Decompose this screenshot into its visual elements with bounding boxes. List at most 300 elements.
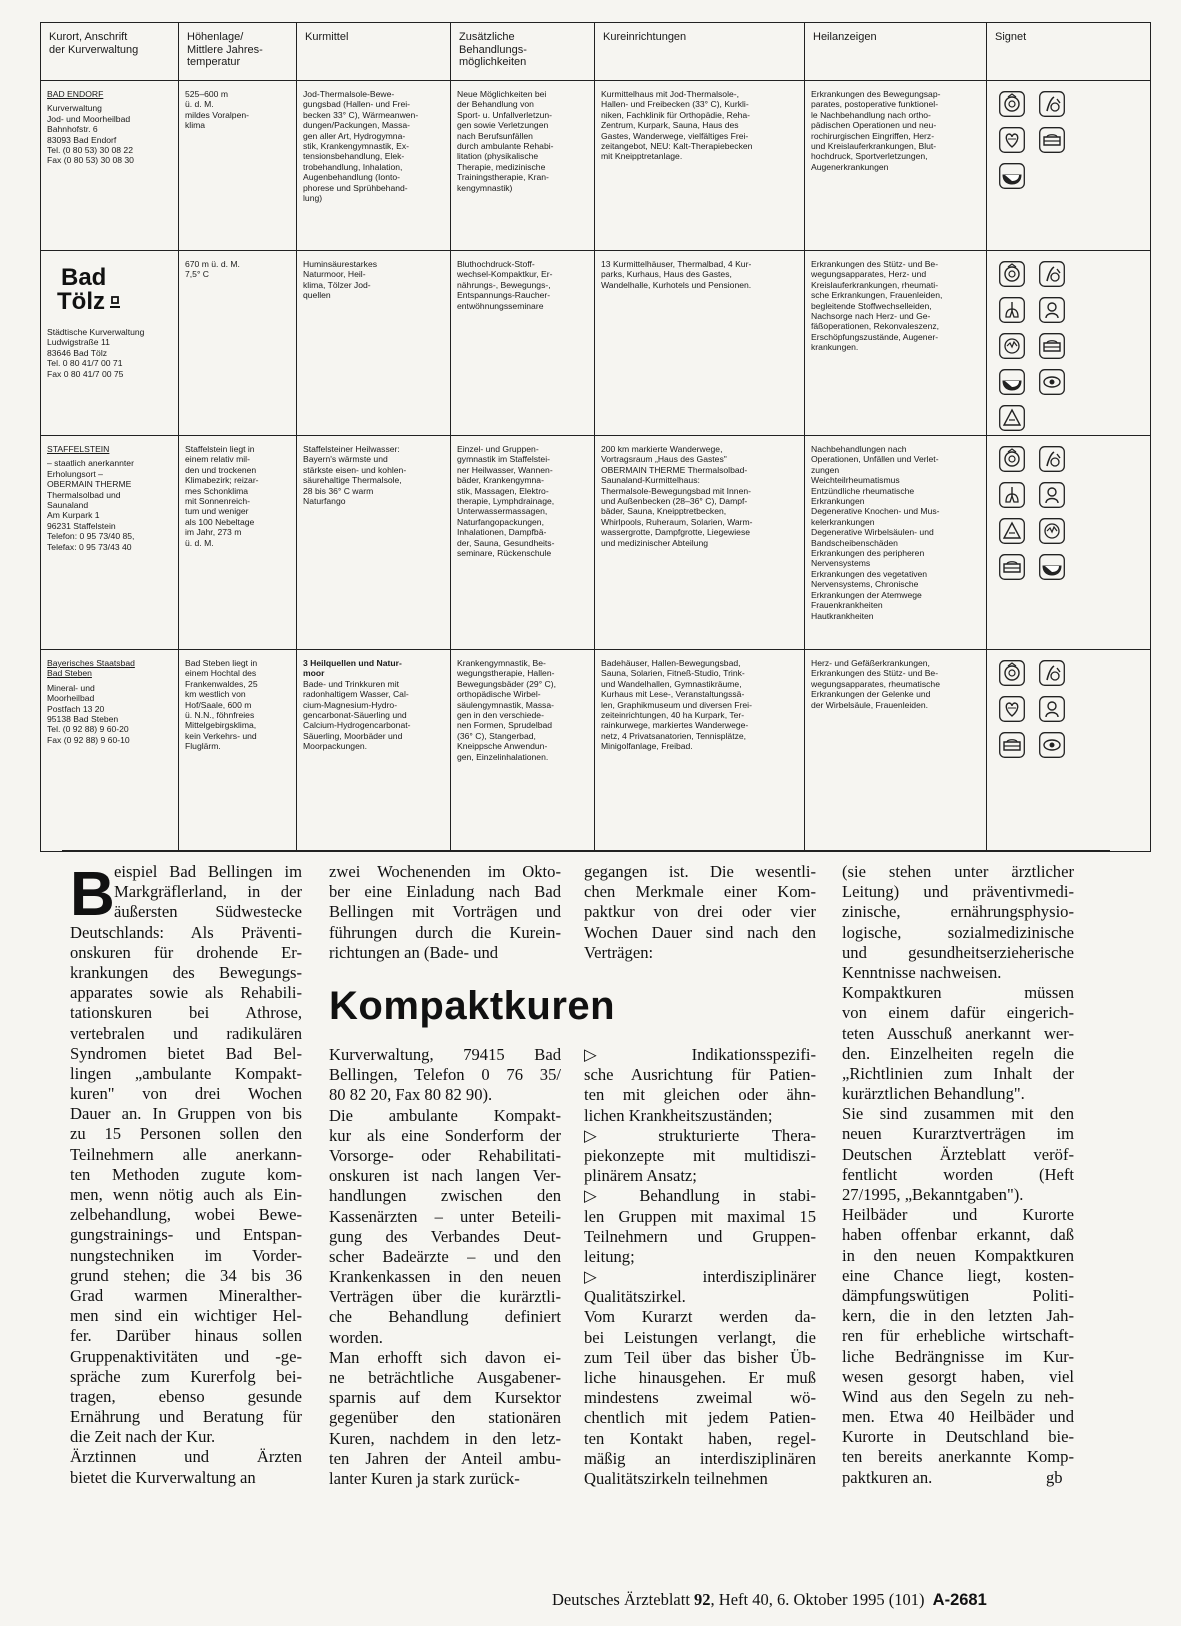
text-line: bietet die Kurverwaltung an bbox=[70, 1467, 256, 1487]
frauen-icon bbox=[1039, 482, 1067, 508]
cell-text-line: Weichteilrheumatismus bbox=[811, 475, 900, 486]
text-line: onskuren für drohende Er- bbox=[70, 942, 302, 962]
text-line: Bellingen, Telefon 0 76 35/ bbox=[329, 1065, 561, 1085]
text-line: chen Merkmale einer Kom- bbox=[584, 882, 816, 902]
cell-text-line: Frauenkrankheiten bbox=[811, 600, 883, 611]
text-line: che Behandlung definiert bbox=[329, 1307, 561, 1327]
haut-icon bbox=[999, 518, 1027, 544]
herz-icon bbox=[999, 696, 1027, 722]
cell-text-line: der Behandlung von bbox=[457, 99, 534, 110]
text-line: zu 15 Personen sollen den bbox=[70, 1124, 302, 1144]
cell-text-line: kengymnastik) bbox=[457, 182, 513, 193]
kreislauf-icon bbox=[1039, 127, 1067, 153]
journal-volume: 92 bbox=[694, 1590, 711, 1609]
text-line: Deutschlands: Als Präventi- bbox=[70, 922, 302, 942]
cell-text-line: 95138 Bad Steben bbox=[47, 714, 119, 725]
cell-text-line: Krankengymnastik, Be- bbox=[457, 658, 546, 668]
cell-text-line: Vortragsraum „Haus des Gastes" bbox=[601, 454, 727, 465]
cell-einrichtungen bbox=[595, 81, 805, 251]
text-line: ten mit gleichen oder ähn- bbox=[584, 1085, 816, 1105]
cell-heilanzeigen bbox=[805, 436, 987, 650]
text-line: kurärztlichen Behandlung". bbox=[842, 1084, 1025, 1104]
cell-text-line: Jod- und Moorheilbad bbox=[47, 113, 131, 124]
cell-text-line: Frankenwaldes, 25 bbox=[185, 678, 258, 689]
text-line: Ernährung und Beratung für bbox=[70, 1407, 302, 1427]
text-line: Gruppenaktivitäten und -ge- bbox=[70, 1346, 302, 1366]
text-line: 80 82 20, Fax 80 82 90). bbox=[329, 1085, 493, 1105]
text-line: Bellingen mit Vorträgen und bbox=[329, 902, 561, 922]
text-line: gegangen ist. Die wesentli- bbox=[584, 862, 816, 881]
header-line: temperatur bbox=[187, 56, 241, 68]
cell-text-line: und Kreislauferkrankungen, Blut- bbox=[811, 141, 937, 152]
cell-text-line: mit Sonnenreich- bbox=[185, 496, 250, 507]
text-line: men, wenn nötig auch als Ein- bbox=[70, 1185, 302, 1204]
cell-text-line: der Wirbelsäule, Frauenleiden. bbox=[811, 699, 929, 710]
cell-text-line: Erkrankungen des vegetativen bbox=[811, 568, 928, 579]
logo-word-2: Tölz bbox=[57, 288, 105, 315]
frauen-icon bbox=[1039, 297, 1067, 323]
cell-text-line: gen in den verschiede- bbox=[457, 710, 544, 721]
cell-text-line: wegungsapparates, Herz- und bbox=[811, 269, 927, 280]
bewegung-icon bbox=[1039, 660, 1067, 686]
cell-zusaetzlich bbox=[451, 251, 595, 436]
cell-text-line: stärkste eisen- und kohlen- bbox=[303, 464, 407, 475]
text-line: leitung; bbox=[584, 1246, 635, 1266]
auge-icon bbox=[999, 163, 1027, 189]
cell-text-line: Fax (0 80 53) 30 08 30 bbox=[47, 155, 134, 166]
cell-text-line: zeitangebot, NEU: Kalt-Therapiebecken bbox=[601, 141, 753, 152]
cell-text-line: stik, Massagen, Elektro- bbox=[457, 485, 549, 496]
text-line: ▷ interdisziplinärer bbox=[584, 1267, 816, 1287]
kurmittel-heading bbox=[303, 658, 444, 679]
cell-text-line: Staffelsteiner Heilwasser: bbox=[303, 444, 400, 454]
cell-text-line: mit Kneipptretanlage. bbox=[601, 151, 683, 162]
address-block bbox=[47, 683, 172, 745]
cell-text-line: ü. d. M. bbox=[185, 99, 214, 110]
cell-text-line: krankungen. bbox=[811, 342, 859, 353]
text-line: gegenüber den stationären bbox=[329, 1408, 561, 1428]
cell-text-line: becken 33° C), Wärmeanwen- bbox=[303, 109, 419, 120]
text-line: paktkuren an. bbox=[842, 1467, 933, 1487]
cell-text-line: Saunaland bbox=[47, 500, 89, 511]
text-line: mindestens zweimal wö- bbox=[584, 1388, 816, 1408]
text-line: tragen, ebenso gesunde bbox=[70, 1386, 302, 1406]
text-line: kuren" von drei Wochen bbox=[70, 1084, 302, 1104]
cell-text-line: trobehandlung, Inhalation, bbox=[303, 161, 403, 172]
cell-text-line: säurehaltige Thermalsole, bbox=[303, 475, 402, 486]
text-line: Sie sind zusammen mit den bbox=[842, 1104, 1074, 1124]
text-line: ▷ Behandlung in stabi- bbox=[584, 1186, 816, 1206]
cell-text-line: Erkrankungen des Stütz- und Be- bbox=[811, 259, 939, 269]
text-line: Krankenkassen in den neuen bbox=[329, 1267, 561, 1287]
cell-text-line: niken, Fachklinik für Orthopädie, Reha- bbox=[601, 109, 751, 120]
cell-einrichtungen bbox=[595, 436, 805, 650]
cell-text-line: Klimabezirk; reizar- bbox=[185, 475, 259, 486]
cell-text-line: Telefax: 0 95 73/43 40 bbox=[47, 541, 132, 552]
cell-text-line: tum und weniger bbox=[185, 506, 249, 517]
cell-hoehe bbox=[179, 81, 297, 251]
rheuma-icon bbox=[999, 660, 1027, 686]
cell-kurort bbox=[41, 81, 179, 251]
cell-text-line: km westlich von bbox=[185, 689, 246, 700]
cell-text-line: im Jahr, 273 m bbox=[185, 527, 242, 538]
drop-cap: B bbox=[70, 860, 115, 929]
cell-text-line: einem Hochtal des bbox=[185, 668, 257, 679]
cell-text-line: Telefon: 0 95 73/40 85, bbox=[47, 531, 135, 542]
cell-text-line: Mineral- und bbox=[47, 682, 95, 693]
text-line: ber eine Einladung nach Bad bbox=[329, 882, 561, 902]
text-line: Verträgen: bbox=[584, 942, 654, 962]
header-line: Signet bbox=[995, 31, 1027, 43]
text-line: die Zeit nach der Kur. bbox=[70, 1427, 216, 1447]
cell-text-line: und Wandelhallen, Gymnastikräume, bbox=[601, 678, 742, 689]
cell-text-line: kelerkrankungen bbox=[811, 516, 875, 527]
cell-text-line: 28 bis 36° C warm bbox=[303, 485, 374, 496]
cell-text-line: Nervensystems, Chronische bbox=[811, 579, 919, 590]
text-line: sparnis auf dem Kursektor bbox=[329, 1388, 561, 1408]
text-line: teten Ausschuß anerkannt wer- bbox=[842, 1023, 1074, 1043]
cell-heilanzeigen bbox=[805, 251, 987, 436]
cell-text-line: parks, Kurhaus, Haus des Gastes, bbox=[601, 269, 732, 280]
cell-text-line: Jod-Thermalsole-Bewe- bbox=[303, 89, 395, 99]
cell-text-line: Degenerative Knochen- und Mus- bbox=[811, 506, 940, 517]
cell-text-line: Bluthochdruck-Stoff- bbox=[457, 259, 535, 269]
cell-text-line: Wandelhalle, Kurhotels und Pensionen. bbox=[601, 279, 752, 290]
cell-text-line: Erkrankungen des Stütz- und Be- bbox=[811, 668, 939, 679]
cell-text-line: Sauna, Solarien, Fitneß-Studio, Trink- bbox=[601, 668, 745, 679]
text-line: äußersten Südwestecke bbox=[114, 902, 302, 922]
cell-text-line: Ludwigstraße 11 bbox=[47, 337, 110, 348]
cell-text-line: gen, Einzelinhalationen. bbox=[457, 751, 549, 762]
text-line: Leitung) und präventivmedi- bbox=[842, 882, 1074, 902]
cell-text-line: Säuerling, Moorbäder und bbox=[303, 730, 403, 741]
cell-text-line: zungen bbox=[811, 464, 840, 475]
cell-text-line: Operationen, Unfällen und Verlet- bbox=[811, 454, 939, 465]
cell-text-line: Am Kurpark 1 bbox=[47, 510, 100, 521]
text-line: len Gruppen mit maximal 15 bbox=[584, 1206, 816, 1226]
cell-signet bbox=[987, 436, 1151, 650]
cell-text-line: Calcium-Hydrogencarbonat- bbox=[303, 720, 411, 731]
text-line: Kuren, nachdem in den letz- bbox=[329, 1428, 561, 1448]
cell-text-line: entwöhnungsseminare bbox=[457, 300, 544, 311]
rheuma-icon bbox=[999, 261, 1027, 287]
text-line: ren für erhebliche wirtschaft- bbox=[842, 1326, 1074, 1346]
bad-tolz-logo bbox=[57, 263, 121, 315]
cell-text-line: dungen/Packungen, Massa- bbox=[303, 120, 411, 131]
cell-text-line: Augenbehandlung (Ionto- bbox=[303, 172, 400, 183]
haut-icon bbox=[999, 405, 1027, 431]
cell-text-line: wechsel-Kompaktkur, Er- bbox=[457, 269, 553, 280]
cell-text-line: bäder, Krankengymna- bbox=[457, 475, 544, 486]
header-signet bbox=[987, 23, 1151, 81]
cell-text-line: Hallen- und Freibecken (33° C), Kurkli- bbox=[601, 99, 749, 110]
cell-text-line: als 100 Nebeltage bbox=[185, 516, 255, 527]
article-headline: Kompaktkuren bbox=[329, 984, 616, 1028]
cell-text-line: Naturfango bbox=[303, 496, 346, 507]
text-line: lanter Kuren ja stark zurück- bbox=[329, 1468, 520, 1488]
cell-text-line: Mittelgebirgsklima, bbox=[185, 720, 257, 731]
cell-text-line: Entzündliche rheumatische bbox=[811, 485, 915, 496]
text-line: ten bereits anerkannte Komp- bbox=[842, 1447, 1074, 1467]
cell-text-line: Hautkrankheiten bbox=[811, 610, 874, 621]
text-line: Deutschen Ärzteblatt veröf- bbox=[842, 1144, 1074, 1164]
cell-text-line: OBERMAIN THERME Thermalsolbad- bbox=[601, 464, 748, 475]
cell-text-line: Augenerkrankungen bbox=[811, 161, 889, 172]
cell-text-line: Moorpackungen. bbox=[303, 741, 368, 752]
header-hoehenlage bbox=[179, 23, 297, 81]
cell-text-line: ü. N.N., föhnfreies bbox=[185, 710, 255, 721]
cell-text-line: Gastes, Wanderwege, vielfältiges Frei- bbox=[601, 130, 749, 141]
logo-word-1: Bad bbox=[61, 264, 107, 291]
text-line: gung des Verbandes Deut- bbox=[329, 1226, 561, 1246]
cell-text-line: und medizinischer Abteilung bbox=[601, 537, 709, 548]
text-line: Syndromen bietet Bad Bel- bbox=[70, 1043, 302, 1063]
text-line: führungen durch die Kurein- bbox=[329, 922, 561, 942]
cell-text-line: 83093 Bad Endorf bbox=[47, 134, 117, 145]
header-line: Kureinrichtungen bbox=[603, 31, 687, 43]
cell-text-line: – staatlich anerkannter bbox=[47, 458, 134, 469]
article-column-2-top bbox=[329, 862, 561, 963]
text-line: fentlicht worden (Heft bbox=[842, 1164, 1074, 1184]
text-line: ▷ Indikationsspezifi- bbox=[584, 1045, 816, 1064]
text-line: bei Leistungen verlangt, die bbox=[584, 1327, 816, 1347]
cell-text-line: zeiteinrichtungen, 40 ha Kurpark, Ter- bbox=[601, 710, 745, 721]
cell-text-line: gen sowie Verletzungen bbox=[457, 120, 549, 131]
text-line: lichen Krankheitszuständen; bbox=[584, 1105, 773, 1125]
cell-text-line: 13 Kurmittelhäuser, Thermalbad, 4 Kur- bbox=[601, 259, 752, 269]
header-kurmittel bbox=[297, 23, 451, 81]
cell-text-line: netz, 4 Privatsanatorien, Tennisplätze, bbox=[601, 730, 747, 741]
cell-text-line: Inhalationen, Dampfbä- bbox=[457, 527, 547, 538]
text-line: logische, sozialmedizinische bbox=[842, 922, 1074, 942]
text-line: Kurverwaltung, 79415 Bad bbox=[329, 1045, 561, 1064]
cell-text-line: orthopädische Wirbel- bbox=[457, 689, 541, 700]
cell-text-line: (36° C), Stangerbad, bbox=[457, 730, 536, 741]
text-line: von einem dafür eingerich- bbox=[842, 1003, 1074, 1023]
cell-hoehe bbox=[179, 650, 297, 852]
cell-text-line: gencarbonat-Säuerling und bbox=[303, 710, 407, 721]
cell-text-line: Erkrankungen bbox=[811, 496, 865, 507]
cell-text-line: hochdruck, Sportverletzungen, bbox=[811, 151, 928, 162]
header-heilanzeigen bbox=[805, 23, 987, 81]
text-line: „Richtlinien zum Inhalt der bbox=[842, 1063, 1074, 1083]
cell-text-line: mes Schonklima bbox=[185, 485, 249, 496]
cell-text-line: der, Sauna, Gesundheits- bbox=[457, 537, 555, 548]
text-line: eine Chance liegt, kosten- bbox=[842, 1265, 1074, 1285]
text-line: plinärem Ansatz; bbox=[584, 1166, 697, 1186]
cell-kurmittel bbox=[297, 436, 451, 650]
text-line: wesen gesorgt haben, viel bbox=[842, 1366, 1074, 1386]
cell-text-line: Erkrankungen der Atemwege bbox=[811, 589, 922, 600]
text-line: (sie stehen unter ärztlicher bbox=[842, 862, 1074, 881]
cell-text-line: Sport- u. Unfallverletzun- bbox=[457, 109, 553, 120]
cell-text-line: litation (physikalische bbox=[457, 151, 539, 162]
article-column-3-top bbox=[584, 862, 816, 963]
text-line: tationskuren bei Athrose, bbox=[70, 1003, 302, 1023]
cell-text-line: Fax 0 80 41/7 00 75 bbox=[47, 368, 124, 379]
text-line: Vom Kurarzt werden da- bbox=[584, 1307, 816, 1327]
cell-text-line: Degenerative Wirbelsäulen- und bbox=[811, 527, 934, 538]
text-line: Kenntnisse nachweisen. bbox=[842, 962, 1002, 982]
cell-kurort bbox=[41, 650, 179, 852]
text-line: Grad warmen Mineralther- bbox=[70, 1285, 302, 1305]
article-column-2-bottom bbox=[329, 1045, 561, 1489]
cell-text-line: 525–600 m bbox=[185, 89, 229, 99]
cell-text-line: Kurhaus mit Lese-, Veranstaltungssä- bbox=[601, 689, 745, 700]
cell-text-line: gungsbad (Hallen- und Frei- bbox=[303, 99, 411, 110]
header-line: Behandlungs- bbox=[459, 43, 527, 56]
text-line: den. Einzelheiten regeln die bbox=[842, 1043, 1074, 1063]
rheuma-icon bbox=[999, 446, 1027, 472]
header-zusaetzlich bbox=[451, 23, 595, 81]
cell-text-line: Nervensystems bbox=[811, 558, 871, 569]
cell-text-line: rochirurgischen Eingriffen, Herz- bbox=[811, 130, 935, 141]
cell-text-line: quellen bbox=[303, 290, 331, 301]
cell-text-line: Herz- und Gefäßerkrankungen, bbox=[811, 658, 930, 668]
header-line: Mittlere Jahres- bbox=[187, 43, 263, 56]
cell-text-line: 96231 Staffelstein bbox=[47, 520, 116, 531]
text-line: Man erhofft sich davon ei- bbox=[329, 1347, 561, 1367]
cell-einrichtungen bbox=[595, 251, 805, 436]
kreislauf-icon bbox=[1039, 333, 1067, 359]
cell-text-line: Fluglärm. bbox=[185, 741, 221, 752]
cell-text-line: Erschöpfungszustände, Augener- bbox=[811, 331, 939, 342]
article-column-1 bbox=[70, 862, 302, 1488]
cell-text-line: Hof/Saale, 600 m bbox=[185, 699, 252, 710]
stoffwechsel-icon bbox=[1039, 369, 1067, 395]
text-line: Kurorte in Deutschland bie- bbox=[842, 1427, 1074, 1447]
cell-text-line: Bad Steben liegt in bbox=[185, 658, 258, 668]
text-line: Markgräflerland, in der bbox=[114, 882, 302, 902]
cell-text-line: Erkrankungen des Bewegungsap- bbox=[811, 89, 941, 99]
header-line: Kurmittel bbox=[305, 31, 349, 43]
cell-text-line: Tel. 0 80 41/7 00 71 bbox=[47, 358, 123, 369]
text-line: ten Jahren der Anteil ambu- bbox=[329, 1448, 561, 1468]
cell-text-line: Bandscheibenschäden bbox=[811, 537, 898, 548]
cell-text-line: therapie, Lymphdrainage, bbox=[457, 496, 555, 507]
cell-zusaetzlich bbox=[451, 81, 595, 251]
cell-text-line: OBERMAIN THERME bbox=[47, 479, 132, 490]
cell-text-line: nen Formen, Sprudelbad bbox=[457, 720, 553, 731]
text-line: Wochen Dauer sind nach den bbox=[584, 922, 816, 942]
cell-text-line: bäder, Sauna, Kneipptretbecken, bbox=[601, 506, 727, 517]
article-column-3-bottom bbox=[584, 1045, 816, 1489]
cell-heilanzeigen bbox=[805, 650, 987, 852]
cell-text-line: moor bbox=[303, 668, 325, 679]
bewegung-icon bbox=[1039, 261, 1067, 287]
cell-text-line: einem relativ mil- bbox=[185, 454, 250, 465]
cell-kurort bbox=[41, 436, 179, 650]
article-column-4 bbox=[842, 862, 1074, 1488]
cell-text-line: 200 km markierte Wanderwege, bbox=[601, 444, 723, 454]
cell-text-line: le Nachbehandlung nach ortho- bbox=[811, 109, 931, 120]
cell-text-line: Tel. (0 92 88) 9 60-20 bbox=[47, 724, 129, 735]
text-line: piekonzepte mit multidiszi- bbox=[584, 1145, 816, 1165]
cell-text-line: sche Erkrankungen, Frauenleiden, bbox=[811, 290, 943, 301]
cell-text-line: ü. d. M. bbox=[185, 537, 214, 548]
cell-text-line: gen aller Art, Hydrogymna- bbox=[303, 130, 406, 141]
cell-text-line: wegungstherapie, Hallen- bbox=[457, 668, 555, 679]
cell-text-line: Erholungsort – bbox=[47, 468, 103, 479]
cell-text-line: Städtische Kurverwaltung bbox=[47, 327, 145, 337]
kreislauf-icon bbox=[999, 554, 1027, 580]
cell-heilanzeigen bbox=[805, 81, 987, 251]
header-kureinrichtungen bbox=[595, 23, 805, 81]
header-line: möglichkeiten bbox=[459, 56, 527, 68]
text-line: liche hinausgehen. Er muß bbox=[584, 1368, 816, 1387]
cell-text-line: Kurmittelhaus mit Jod-Thermalsole-, bbox=[601, 89, 740, 99]
text-line: 27/1995, „Bekanntgaben"). bbox=[842, 1185, 1024, 1204]
frauen-icon bbox=[1039, 696, 1067, 722]
cell-text-line: den und trockenen bbox=[185, 464, 257, 475]
text-line: men. Etwa 40 Heilbäder und bbox=[842, 1407, 1074, 1427]
cell-text-line: Nachsorge nach Herz- und Ge- bbox=[811, 311, 931, 322]
cell-text-line: kein Verkehrs- und bbox=[185, 730, 257, 741]
text-line: Heilbäder und Kurorte bbox=[842, 1205, 1074, 1225]
cell-text-line: 83646 Bad Tölz bbox=[47, 347, 108, 358]
cell-text-line: Erkrankungen der Gelenke und bbox=[811, 689, 931, 700]
cell-text-line: Badehäuser, Hallen-Bewegungsbad, bbox=[601, 658, 741, 668]
text-line: handlungen zwischen den bbox=[329, 1186, 561, 1206]
cell-text-line: Erkrankungen des peripheren bbox=[811, 548, 925, 559]
cell-text-line: phorese und Sprühbehand- bbox=[303, 182, 408, 193]
text-line: in den neuen Kompaktkuren bbox=[842, 1245, 1074, 1265]
cell-text-line: gymnastik im Staffelstei- bbox=[457, 454, 550, 465]
text-line: spräche zum Kurerfolg bei- bbox=[70, 1366, 302, 1386]
text-line: Verträgen über die kurärztli- bbox=[329, 1287, 561, 1307]
cell-text-line: Neue Möglichkeiten bei bbox=[457, 89, 547, 99]
text-line: richtungen an (Bade- und bbox=[329, 942, 499, 962]
cell-text-line: 7,5° C bbox=[185, 269, 209, 280]
cell-hoehe bbox=[179, 251, 297, 436]
text-line: krankungen des Bewegungs- bbox=[70, 962, 302, 982]
text-line: Teilnehmern und Gruppen- bbox=[584, 1226, 816, 1246]
cell-kurmittel bbox=[297, 251, 451, 436]
text-line: Kompaktkuren müssen bbox=[842, 983, 1074, 1003]
cell-text-line: ner Heilwasser, Wannen- bbox=[457, 464, 553, 475]
cell-text-line: Trainingstherapie, Kran- bbox=[457, 172, 549, 183]
cell-text-line: Therapie, medizinische bbox=[457, 161, 546, 172]
cell-text-line: tensionsbehandlung, Elek- bbox=[303, 151, 405, 162]
cell-text-line: Bade- und Trinkkuren mit bbox=[303, 678, 400, 689]
cell-text-line: säulengymnastik, Massa- bbox=[457, 699, 554, 710]
text-line: Qualitätszirkeln teilnehmen bbox=[584, 1468, 768, 1488]
cell-text-line: begleitende Stoffwechselleiden, bbox=[811, 300, 932, 311]
text-line: kur als eine Sonderform der bbox=[329, 1125, 561, 1145]
cell-text-line: Naturfangopackungen, bbox=[457, 516, 544, 527]
cell-text-line: Unterwassermassagen, bbox=[457, 506, 548, 517]
cell-text-line: Tel. (0 80 53) 30 08 22 bbox=[47, 145, 133, 156]
header-kurort bbox=[41, 23, 179, 81]
text-line: apparates sowie als Rehabili- bbox=[70, 983, 302, 1003]
text-line: Ärztinnen und Ärzten bbox=[70, 1447, 302, 1467]
text-line: Vorsorge- oder Rehabilitati- bbox=[329, 1145, 561, 1165]
cell-text-line: klima, Tölzer Jod- bbox=[303, 279, 371, 290]
kreislauf-icon bbox=[999, 732, 1027, 758]
text-line: Wind aus den Segeln zu neh- bbox=[842, 1386, 1074, 1406]
divider-rule bbox=[62, 850, 1110, 851]
cell-text-line: stik, Krankengymnastik, Ex- bbox=[303, 141, 410, 152]
text-line: ten Methoden zugute kom- bbox=[70, 1164, 302, 1184]
cell-text-line: Bahnhofstr. 6 bbox=[47, 124, 98, 135]
cell-text-line: Nachbehandlungen nach bbox=[811, 444, 907, 454]
text-line: sche Ausrichtung für Patien- bbox=[584, 1065, 816, 1085]
cell-text-line: nach Berufsunfällen bbox=[457, 130, 533, 141]
text-line: Die ambulante Kompakt- bbox=[329, 1105, 561, 1125]
cell-text-line: lung) bbox=[303, 193, 323, 204]
cell-text-line: seminare, Rückenschule bbox=[457, 548, 552, 559]
header-line: der Kurverwaltung bbox=[49, 43, 139, 56]
